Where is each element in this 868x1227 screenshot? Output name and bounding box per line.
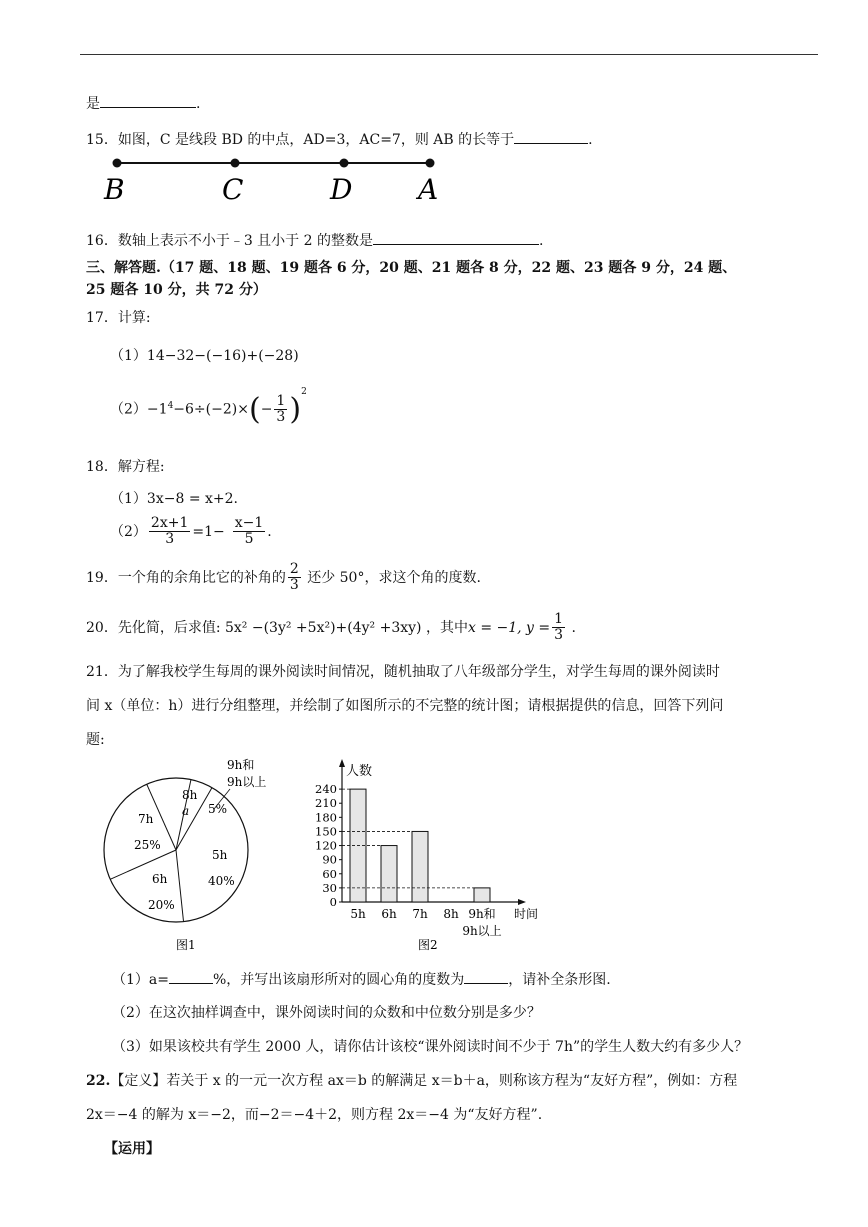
section-heading-line2: 25 题各 10 分，共 72 分） <box>86 282 267 298</box>
numerator: 1 <box>276 392 286 409</box>
point-d-label: D <box>330 173 353 206</box>
y-tick-label: 150 <box>315 824 337 839</box>
bar-chart-body <box>315 759 538 938</box>
numerator: 2 <box>289 561 299 577</box>
fraction <box>149 516 190 548</box>
x-tick-label: 5h <box>350 907 366 921</box>
period: . <box>539 233 544 249</box>
x-tick-label: 9h和 <box>468 907 496 921</box>
part-label: （2） <box>110 523 147 540</box>
pie-slice-value: a <box>182 804 190 818</box>
y-tick-label: 240 <box>315 782 337 797</box>
period: . <box>196 96 201 112</box>
sub-question-text: %，并写出该扇形所对的圆心角的度数为 <box>212 972 465 988</box>
denominator: 3 <box>276 409 286 425</box>
expression: −6÷(−2)× <box>173 401 249 418</box>
y-tick-label: 90 <box>322 852 337 867</box>
denominator: 3 <box>554 627 564 644</box>
period: . <box>233 491 238 507</box>
denominator: 3 <box>289 577 299 594</box>
fraction <box>552 612 565 644</box>
answer-blank <box>373 229 539 245</box>
question-17-part2: $(2)-1^4-6\div(-2)\times(-$ $\frac{1}{3}$ )$^2$ <box>110 386 307 427</box>
pie-outside-label-line2: 9h以上 <box>227 775 267 789</box>
question-text: 解方程: <box>117 459 165 475</box>
y-tick-label: 0 <box>329 895 337 909</box>
bar-chart <box>300 755 560 960</box>
part-label: （1） <box>110 348 147 364</box>
header-rule <box>80 54 818 55</box>
pie-slice-label: 5h <box>212 848 228 862</box>
segment-figure <box>100 152 460 208</box>
answer-blank <box>464 968 508 984</box>
pie-slice-label: 8h <box>182 788 198 802</box>
period: . <box>588 132 593 148</box>
question-number: 20． <box>86 619 118 636</box>
fraction <box>274 394 287 426</box>
point-c-dot <box>231 159 240 168</box>
point-d-dot <box>340 159 349 168</box>
bar <box>412 831 428 902</box>
question-21-line2: 间 x（单位：h）进行分组整理，并绘制了如图所示的不完整的统计图；请根据提供的信息，回答下列问 <box>86 698 724 714</box>
sub-question-text: ，请补全条形图. <box>508 972 611 988</box>
point-a-dot <box>426 159 435 168</box>
pie-slice-label: 7h <box>138 812 154 826</box>
point-b-dot <box>113 159 122 168</box>
question-22-section-label: 【运用】 <box>104 1141 160 1157</box>
question-number: 22. <box>86 1073 111 1089</box>
answer-blank <box>514 128 588 144</box>
period: . <box>571 619 576 636</box>
y-tick-label: 60 <box>322 866 337 881</box>
pie-slice-value: 25% <box>134 838 161 852</box>
y-tick-label: 210 <box>315 796 337 811</box>
question-text: 计算: <box>117 310 151 326</box>
denominator: 3 <box>165 531 175 548</box>
answer-blank <box>100 92 196 108</box>
y-axis-arrow <box>339 759 345 767</box>
question-21-sub1 <box>112 968 611 989</box>
question-19 <box>86 562 481 594</box>
x-axis-label: 时间 <box>514 907 539 921</box>
prev-question-text: 是 <box>86 96 100 112</box>
question-17-part1 <box>110 345 299 365</box>
expression: 3x−8 = x+2 <box>146 491 234 507</box>
question-18-part1 <box>110 488 238 508</box>
question-17-title <box>86 307 151 327</box>
part-label: （2） <box>110 401 147 418</box>
question-21-line1 <box>86 661 720 681</box>
y-tick-label: 30 <box>322 880 337 895</box>
question-18-title <box>86 456 165 476</box>
section-heading-line1: 三、解答题.（17 题、18 题、19 题各 6 分，20 题、21 题各 8 分，22 题、23 题各 9 分，24 题、 <box>86 260 737 276</box>
exponent: 2 <box>301 386 307 397</box>
period: . <box>267 523 272 540</box>
question-number: 19． <box>86 569 118 586</box>
fraction <box>288 562 301 594</box>
pie-slice-value: 20% <box>148 898 175 912</box>
question-text: 还少 50°，求这个角的度数. <box>307 569 481 586</box>
question-text: 一个角的余角比它的补角的 <box>117 569 286 586</box>
expression: −1 <box>146 401 168 418</box>
fraction <box>233 516 266 548</box>
figure-1-caption: 图1 <box>176 938 196 952</box>
pie-slice-label: 6h <box>152 872 168 886</box>
denominator: 5 <box>244 531 254 548</box>
question-text: 为了解我校学生每周的课外阅读时间情况，随机抽取了八年级部分学生，对学生每周的课外阅读时 <box>117 664 720 680</box>
question-text: 【定义】若关于 x 的一元一次方程 ax＝b 的解满足 x＝b＋a，则称该方程为“友好方程”，例如：方程 <box>110 1073 738 1089</box>
prev-question-tail <box>86 92 200 113</box>
pie-outside-label-line1: 9h和 <box>227 758 255 772</box>
question-text: 数轴上表示不小于﹣3 且小于 2 的整数是 <box>117 233 373 249</box>
question-22-line1 <box>86 1070 737 1090</box>
question-15 <box>86 128 593 149</box>
x-tick-label: 6h <box>381 907 397 921</box>
y-tick-label: 180 <box>315 810 337 825</box>
question-number: 21． <box>86 664 118 680</box>
x-tick-label: 8h <box>443 907 459 921</box>
question-22-line2: 2x＝−4 的解为 x＝−2，而−2＝−4＋2，则方程 2x＝−4 为“友好方程”. <box>86 1107 543 1123</box>
answer-blank <box>169 968 213 984</box>
question-number: 18． <box>86 459 118 475</box>
question-number: 17． <box>86 310 118 326</box>
expression: 14−32−(−16)+(−28) <box>146 348 299 364</box>
sub-question-text: （1）a= <box>112 972 169 988</box>
numerator: 2x+1 <box>150 515 189 531</box>
exponent: 4 <box>167 400 174 411</box>
pie-slices <box>104 778 248 922</box>
question-number: 16． <box>86 233 118 249</box>
point-b-label: B <box>104 173 125 206</box>
question-21-line3: 题: <box>86 732 105 748</box>
pie-slice-value: 40% <box>208 874 235 888</box>
question-16 <box>86 229 543 250</box>
point-a-label: A <box>418 173 439 206</box>
question-21-sub2: （2）在这次抽样调查中，课外阅读时间的众数和中位数分别是多少？ <box>112 1005 541 1021</box>
question-text: ，其中 <box>425 619 468 636</box>
bar <box>474 888 490 902</box>
y-tick-label: 120 <box>315 838 337 853</box>
question-text: 先化简，后求值: <box>117 619 221 636</box>
question-21-sub3: （3）如果该校共有学生 2000 人，请你估计该校“课外阅读时间不少于 7h”的学生人数大约有多少人？ <box>112 1039 749 1055</box>
figure-2-caption: 图2 <box>418 938 438 952</box>
part-label: （1） <box>110 491 147 507</box>
question-text: 如图，C 是线段 BD 的中点，AD=3，AC=7，则 AB 的长等于 <box>117 132 515 148</box>
expression: =1− <box>192 523 225 540</box>
pie-chart <box>96 755 296 960</box>
x-tick-label: 9h以上 <box>462 924 502 938</box>
numerator: 1 <box>554 611 564 627</box>
condition: x = −1, y = <box>467 619 551 636</box>
numerator: x−1 <box>234 515 264 531</box>
point-c-label: C <box>222 173 244 206</box>
x-axis-arrow <box>518 899 526 905</box>
pie-slice-value: 5% <box>208 802 228 816</box>
bar <box>381 846 397 902</box>
question-number: 15． <box>86 132 118 148</box>
x-tick-label: 7h <box>412 907 428 921</box>
y-axis-label: 人数 <box>346 764 373 779</box>
question-18-part2 <box>110 516 272 548</box>
question-20 <box>86 612 576 644</box>
expression: 5x² −(3y² +5x²)+(4y² +3xy) <box>225 619 422 636</box>
